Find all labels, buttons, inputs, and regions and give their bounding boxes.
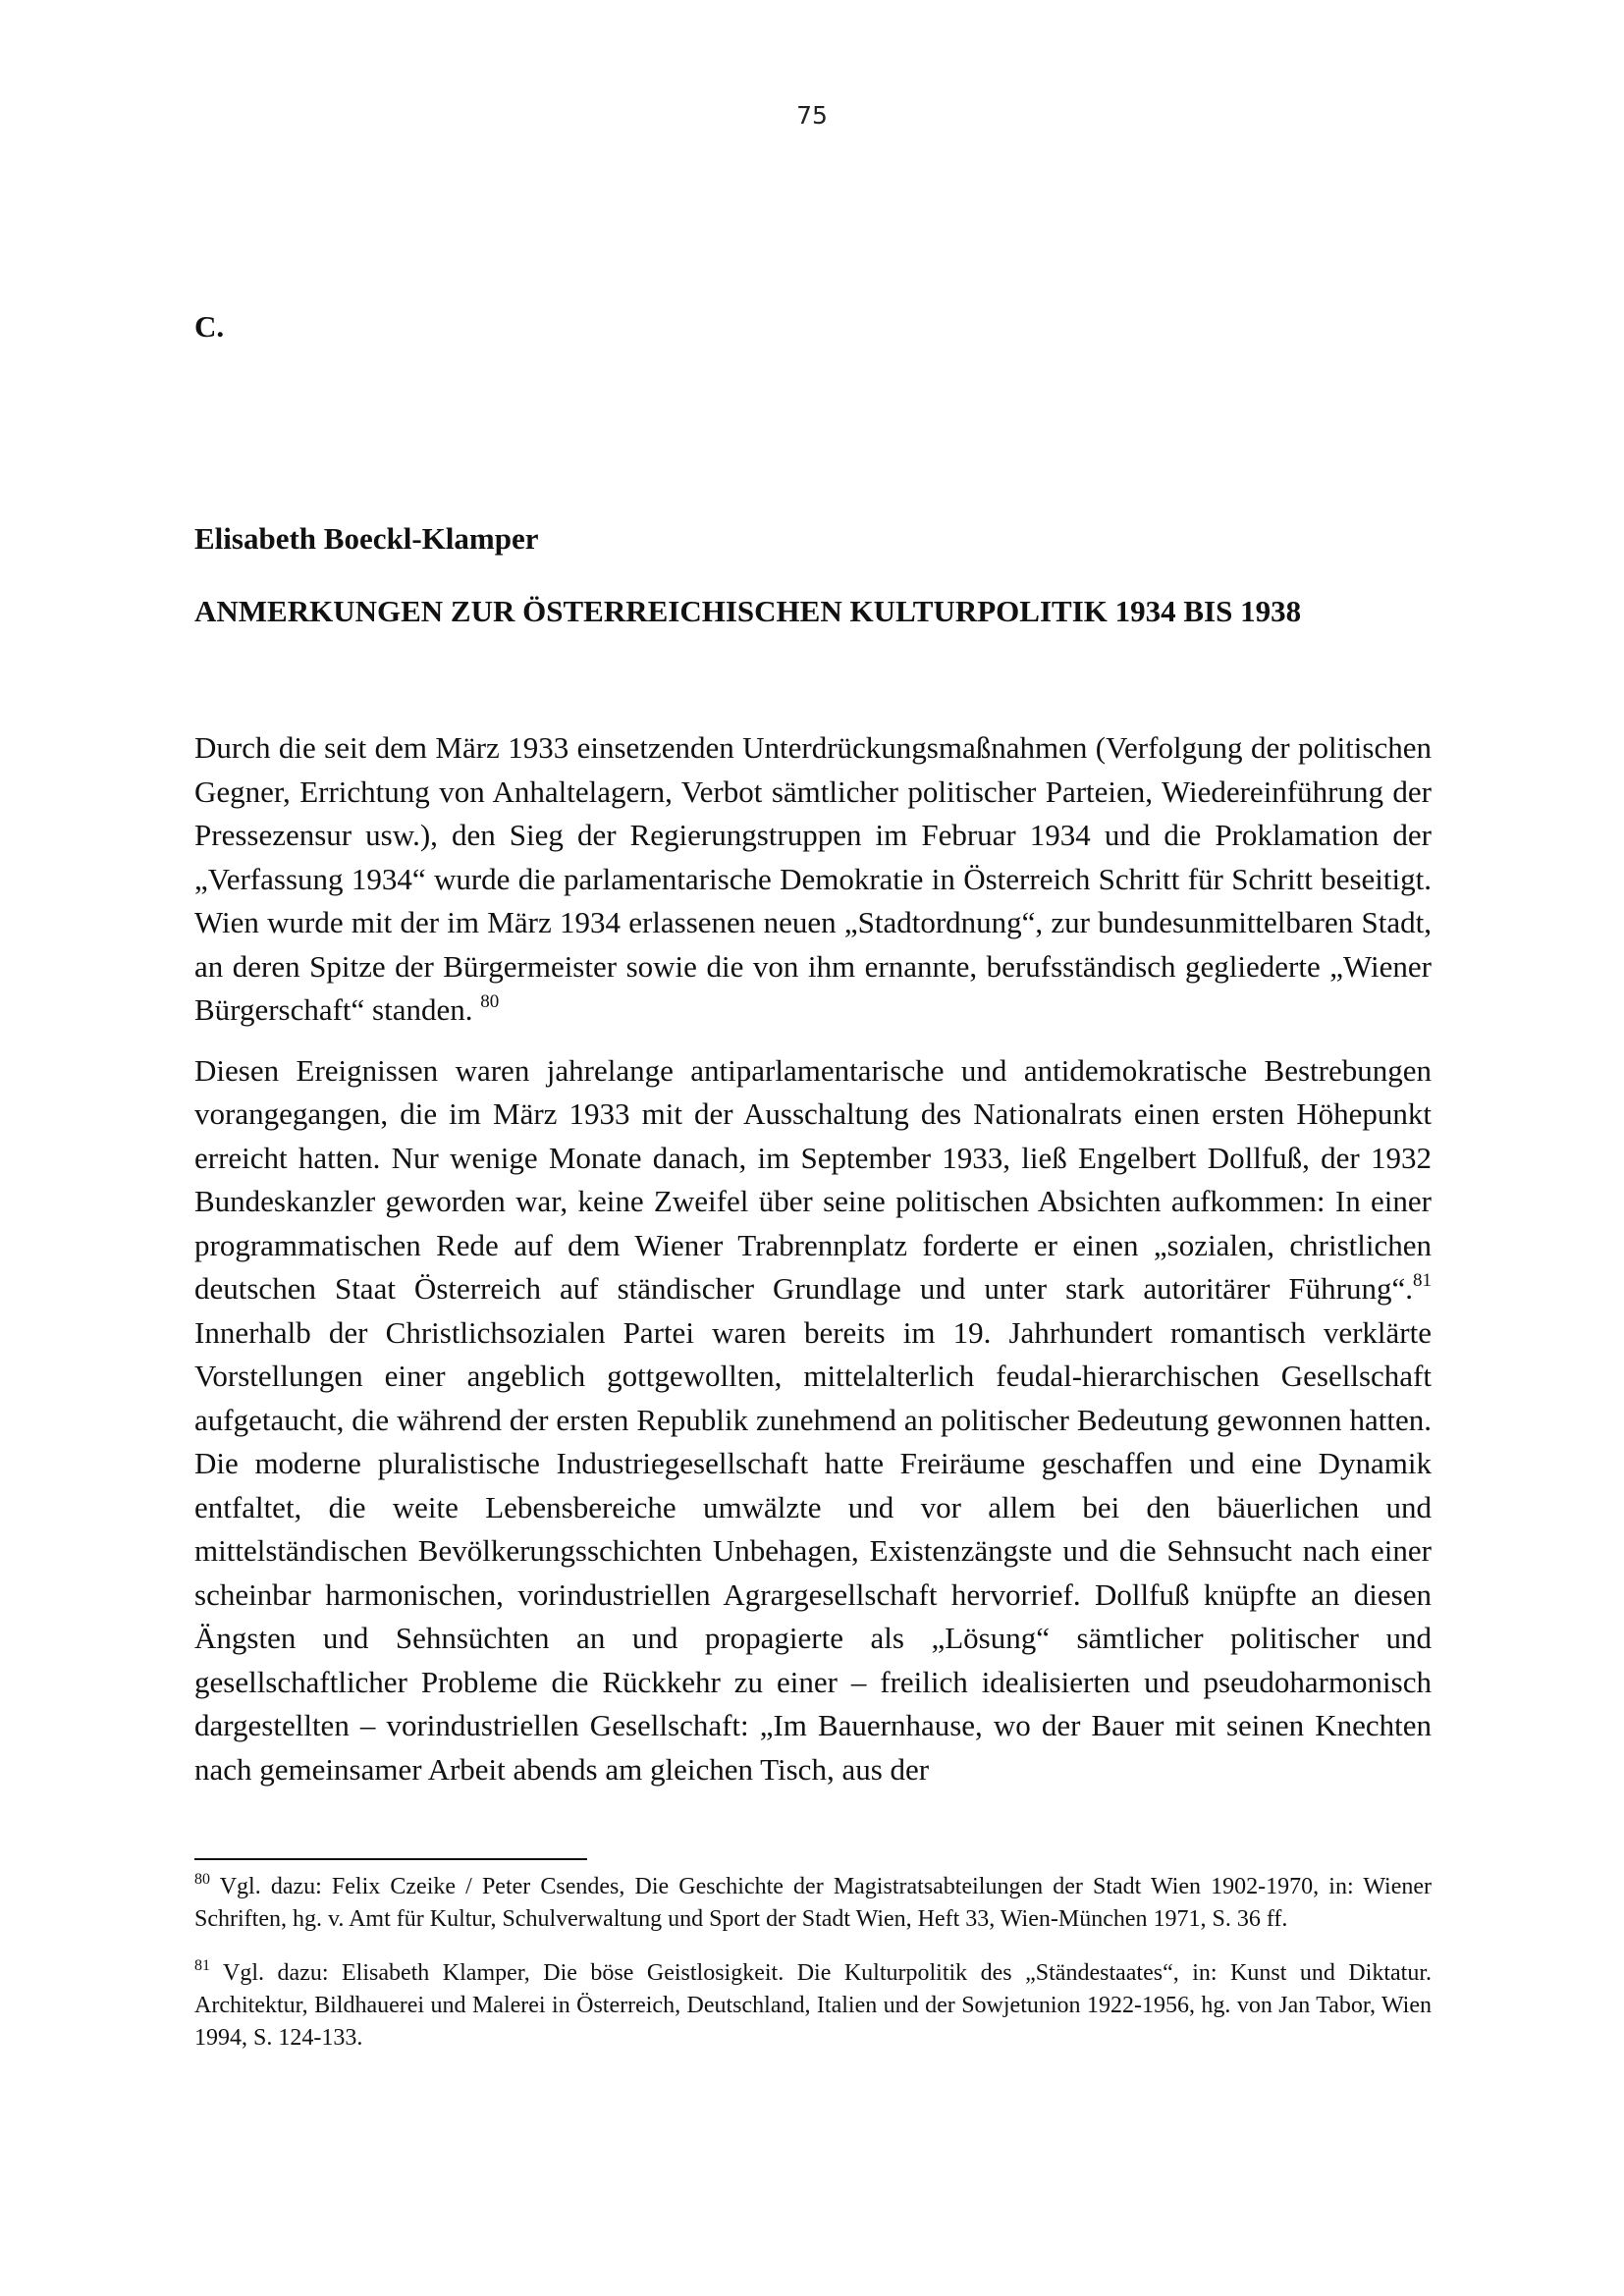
paragraph-1-text: Durch die seit dem März 1933 einsetzenden Unterdrückungsmaßnahmen (Verfolgung der politischen Gegner, Errichtung von Anhaltelagern, Verbot sämtlicher politischer Parteien, Wiedereinführung der Pressezensur usw.), den Sieg der Regierungstruppen im Februar 1934 und die Proklamation der „Verfassung 1934“ wurde die parlamentarische Demokratie in Österreich Schritt für Schritt beseitigt. Wien wurde mit der im März 1934 erlassenen neuen „Stadtordnung“, zur bundesunmittelbaren Stadt, an deren Spitze der Bürgermeister sowie die von ihm ernannte, berufsständisch gegliederte „Wiener Bürgerschaft“ standen. <box>194 730 1432 1027</box>
paragraph-2-text-after: Innerhalb der Christlichsozialen Partei waren bereits im 19. Jahrhundert romantisch verklärte Vorstellungen einer angeblich gottgewollten, mittelalterlich feudal-hierarchischen Gesellschaft aufgetaucht, die während der ersten Republik zunehmend an politischer Bedeutung gewonnen hatten. Die moderne pluralistische Industriegesellschaft hatte Freiräume geschaffen und eine Dynamik entfaltet, die weite Lebensbereiche umwälzte und vor allem bei den bäuerlichen und mittelständischen Bevölkerungsschichten Unbehagen, Existenzängste und die Sehnsucht nach einer scheinbar harmonischen, vorindustriellen Agrargesellschaft hervorrief. Dollfuß knüpfte an diesen Ängsten und Sehnsüchten an und propagierte als „Lösung“ sämtlicher politischer und gesellschaftlicher Probleme die Rückkehr zu einer – freilich idealisierten und pseudoharmonisch dargestellten – vorindustriellen Gesellschaft: „Im Bauernhause, wo der Bauer mit seinen Knechten nach gemeinsamer Arbeit abends am gleichen Tisch, aus der <box>194 1314 1432 1787</box>
author-name: Elisabeth Boeckl-Klamper <box>194 521 539 556</box>
footnote-80-text: Vgl. dazu: Felix Czeike / Peter Csendes, Die Geschichte der Magistratsabteilungen der Stadt Wien 1902-1970, in: Wiener Schriften, hg. v. Amt für Kultur, Schulverwaltung und Sport der Stadt Wien, Heft 33, Wien-München 1971, S. 36 ff. <box>194 1874 1432 1932</box>
footnotes <box>194 1871 1432 2076</box>
paragraph-2 <box>194 1049 1432 1792</box>
article-title: ANMERKUNGEN ZUR ÖSTERREICHISCHEN KULTURPOLITIK 1934 BIS 1938 <box>194 594 1302 628</box>
paragraph-2-text-before: Diesen Ereignissen waren jahrelange antiparlamentarische und antidemokratische Bestrebungen vorangegangen, die im März 1933 mit der Ausschaltung des Nationalrats einen ersten Höhepunkt erreicht hatten. Nur wenige Monate danach, im September 1933, ließ Engelbert Dollfuß, der 1932 Bundeskanzler geworden war, keine Zweifel über seine politischen Absichten aufkommen: In einer programmatischen Rede auf dem Wiener Trabrennplatz forderte er einen „sozialen, christlichen deutschen Staat Österreich auf ständischer Grundlage und unter stark autoritärer Führung“. <box>194 1052 1432 1306</box>
paragraph-1 <box>194 726 1432 1033</box>
footnote-number-81: 81 <box>194 1957 210 1974</box>
article-body <box>194 726 1432 1808</box>
footnote-separator <box>194 1858 587 1860</box>
footnote-81 <box>194 1957 1432 2055</box>
footnote-number-80: 80 <box>194 1871 210 1888</box>
section-letter: C. <box>194 309 225 344</box>
page-number: 75 <box>796 101 828 130</box>
footnote-81-text: Vgl. dazu: Elisabeth Klamper, Die böse Geistlosigkeit. Die Kulturpolitik des „Ständestaates“, in: Kunst und Diktatur. Architektur, Bildhauerei und Malerei in Österreich, Deutschland, Italien und der Sowjetunion 1922-1956, hg. von Jan Tabor, Wien 1994, S. 124-133. <box>194 1960 1432 2051</box>
footnote-ref-81[interactable]: 81 <box>1413 1270 1432 1291</box>
footnote-ref-80[interactable]: 80 <box>480 991 500 1012</box>
footnote-80 <box>194 1871 1432 1936</box>
